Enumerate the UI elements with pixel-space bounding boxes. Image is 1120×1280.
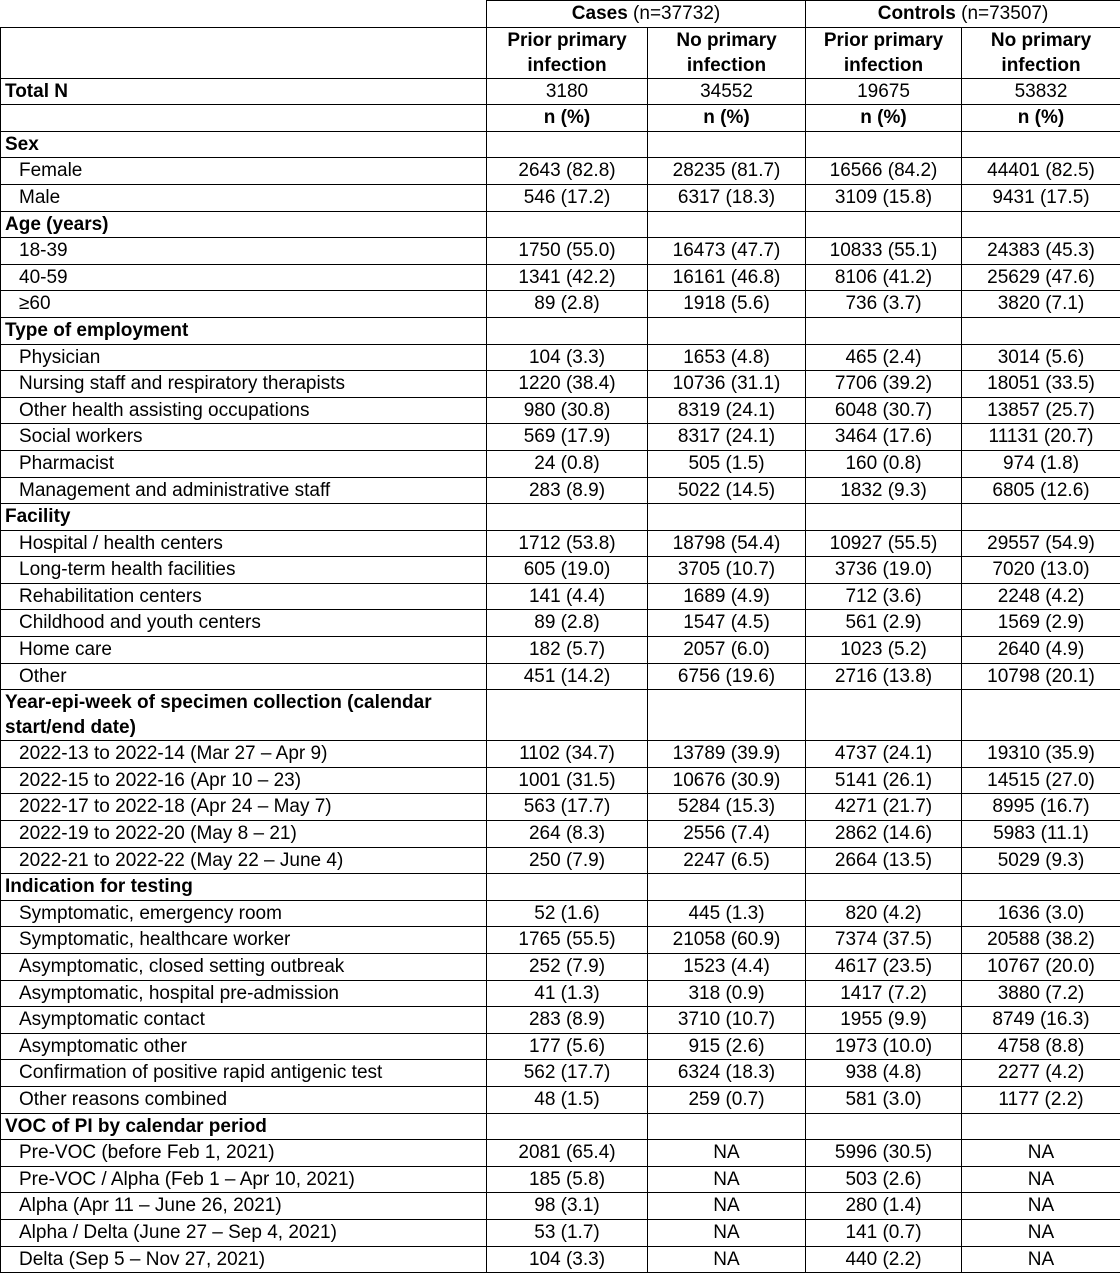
total-value: 3180 — [487, 78, 648, 105]
section-empty-cell — [962, 504, 1120, 531]
table-row — [1, 371, 1120, 398]
row-label: 2022-15 to 2022-16 (Apr 10 – 23) — [1, 767, 487, 794]
table-row — [1, 900, 1120, 927]
section-empty-cell — [648, 874, 806, 901]
cases-header: Cases (n=37732) — [487, 1, 806, 28]
section-empty-cell — [487, 1113, 648, 1140]
table-cell: 10798 (20.1) — [962, 663, 1120, 690]
table-row — [1, 1246, 1120, 1273]
table-cell: 1712 (53.8) — [487, 530, 648, 557]
table-cell: 5029 (9.3) — [962, 847, 1120, 874]
table-cell: 280 (1.4) — [806, 1193, 962, 1220]
subheader-controls-none: No primary infection — [962, 27, 1120, 78]
table-cell: 2556 (7.4) — [648, 821, 806, 848]
table-cell: 28235 (81.7) — [648, 158, 806, 185]
subheader-cases-prior: Prior primary infection — [487, 27, 648, 78]
table-cell: 141 (0.7) — [806, 1219, 962, 1246]
unit-blank — [1, 105, 487, 132]
table-cell: 20588 (38.2) — [962, 927, 1120, 954]
corner-cell — [1, 1, 487, 28]
row-label: Social workers — [1, 424, 487, 451]
row-label: Nursing staff and respiratory therapists — [1, 371, 487, 398]
row-label: Other health assisting occupations — [1, 397, 487, 424]
table-cell: 712 (3.6) — [806, 583, 962, 610]
table-cell: 3464 (17.6) — [806, 424, 962, 451]
row-label: 18-39 — [1, 238, 487, 265]
table-cell: 10927 (55.5) — [806, 530, 962, 557]
section-title: Facility — [1, 504, 487, 531]
section-row — [1, 690, 1120, 741]
table-cell: NA — [648, 1193, 806, 1220]
row-label: Male — [1, 184, 487, 211]
row-label: Pre-VOC / Alpha (Feb 1 – Apr 10, 2021) — [1, 1166, 487, 1193]
table-cell: 89 (2.8) — [487, 291, 648, 318]
row-label: Alpha (Apr 11 – June 26, 2021) — [1, 1193, 487, 1220]
table-cell: 10676 (30.9) — [648, 767, 806, 794]
row-label: 2022-19 to 2022-20 (May 8 – 21) — [1, 821, 487, 848]
table-cell: 3014 (5.6) — [962, 344, 1120, 371]
table-cell: 16566 (84.2) — [806, 158, 962, 185]
section-row — [1, 317, 1120, 344]
table-row — [1, 264, 1120, 291]
table-cell: 1765 (55.5) — [487, 927, 648, 954]
table-cell: 21058 (60.9) — [648, 927, 806, 954]
table-cell: 19310 (35.9) — [962, 741, 1120, 768]
table-cell: 1102 (34.7) — [487, 741, 648, 768]
row-label: Confirmation of positive rapid antigenic test — [1, 1060, 487, 1087]
section-empty-cell — [962, 211, 1120, 238]
table-cell: 2247 (6.5) — [648, 847, 806, 874]
table-cell: 318 (0.9) — [648, 980, 806, 1007]
table-row — [1, 741, 1120, 768]
table-row — [1, 450, 1120, 477]
table-cell: NA — [962, 1140, 1120, 1167]
table-cell: 2248 (4.2) — [962, 583, 1120, 610]
table-cell: NA — [962, 1219, 1120, 1246]
table-cell: 4617 (23.5) — [806, 954, 962, 981]
table-cell: 3820 (7.1) — [962, 291, 1120, 318]
table-cell: 8317 (24.1) — [648, 424, 806, 451]
table-cell: 1547 (4.5) — [648, 610, 806, 637]
table-cell: 283 (8.9) — [487, 477, 648, 504]
table-cell: 546 (17.2) — [487, 184, 648, 211]
unit-label: n (%) — [648, 105, 806, 132]
header-sub-row — [1, 27, 1120, 78]
table-cell: 440 (2.2) — [806, 1246, 962, 1273]
table-cell: 182 (5.7) — [487, 637, 648, 664]
section-empty-cell — [962, 1113, 1120, 1140]
table-cell: NA — [962, 1166, 1120, 1193]
section-row — [1, 874, 1120, 901]
table-cell: 252 (7.9) — [487, 954, 648, 981]
table-cell: 465 (2.4) — [806, 344, 962, 371]
table-cell: 104 (3.3) — [487, 1246, 648, 1273]
table-row — [1, 980, 1120, 1007]
table-cell: 7706 (39.2) — [806, 371, 962, 398]
table-cell: 259 (0.7) — [648, 1086, 806, 1113]
section-empty-cell — [487, 211, 648, 238]
table-cell: 5141 (26.1) — [806, 767, 962, 794]
table-cell: 2664 (13.5) — [806, 847, 962, 874]
table-cell: 980 (30.8) — [487, 397, 648, 424]
table-row — [1, 663, 1120, 690]
table-cell: 3705 (10.7) — [648, 557, 806, 584]
row-label: Symptomatic, emergency room — [1, 900, 487, 927]
table-row — [1, 238, 1120, 265]
section-empty-cell — [648, 1113, 806, 1140]
table-row — [1, 291, 1120, 318]
row-label: Asymptomatic, hospital pre-admission — [1, 980, 487, 1007]
table-cell: 7020 (13.0) — [962, 557, 1120, 584]
table-row — [1, 1033, 1120, 1060]
table-cell: 1832 (9.3) — [806, 477, 962, 504]
row-label: Home care — [1, 637, 487, 664]
table-cell: 250 (7.9) — [487, 847, 648, 874]
row-label: Asymptomatic contact — [1, 1007, 487, 1034]
table-cell: 3710 (10.7) — [648, 1007, 806, 1034]
table-row — [1, 557, 1120, 584]
table-cell: 53 (1.7) — [487, 1219, 648, 1246]
table-row — [1, 1219, 1120, 1246]
section-empty-cell — [806, 211, 962, 238]
table-cell: 8106 (41.2) — [806, 264, 962, 291]
table-cell: NA — [648, 1219, 806, 1246]
table-row — [1, 1140, 1120, 1167]
unit-label: n (%) — [487, 105, 648, 132]
unit-label: n (%) — [962, 105, 1120, 132]
row-label: 2022-13 to 2022-14 (Mar 27 – Apr 9) — [1, 741, 487, 768]
table-row — [1, 637, 1120, 664]
total-row — [1, 78, 1120, 105]
row-label: Female — [1, 158, 487, 185]
table-row — [1, 821, 1120, 848]
row-label: Other — [1, 663, 487, 690]
table-cell: 24383 (45.3) — [962, 238, 1120, 265]
table-cell: NA — [648, 1246, 806, 1273]
table-cell: 3880 (7.2) — [962, 980, 1120, 1007]
table-cell: 2862 (14.6) — [806, 821, 962, 848]
table-cell: 820 (4.2) — [806, 900, 962, 927]
section-title: Indication for testing — [1, 874, 487, 901]
total-value: 19675 — [806, 78, 962, 105]
table-cell: 25629 (47.6) — [962, 264, 1120, 291]
table-cell: 2643 (82.8) — [487, 158, 648, 185]
table-cell: 3736 (19.0) — [806, 557, 962, 584]
table-row — [1, 397, 1120, 424]
table-cell: 1023 (5.2) — [806, 637, 962, 664]
table-cell: 5983 (11.1) — [962, 821, 1120, 848]
section-empty-cell — [648, 131, 806, 158]
table-cell: 1955 (9.9) — [806, 1007, 962, 1034]
section-title: Year-epi-week of specimen collection (calendar start/end date) — [1, 690, 487, 741]
subheader-controls-prior: Prior primary infection — [806, 27, 962, 78]
table-cell: 18798 (54.4) — [648, 530, 806, 557]
table-cell: 44401 (82.5) — [962, 158, 1120, 185]
table-cell: 1689 (4.9) — [648, 583, 806, 610]
section-empty-cell — [806, 1113, 962, 1140]
table-cell: 10767 (20.0) — [962, 954, 1120, 981]
table-cell: 13789 (39.9) — [648, 741, 806, 768]
table-cell: 1973 (10.0) — [806, 1033, 962, 1060]
table-cell: 562 (17.7) — [487, 1060, 648, 1087]
section-empty-cell — [487, 874, 648, 901]
table-cell: 6756 (19.6) — [648, 663, 806, 690]
table-cell: 13857 (25.7) — [962, 397, 1120, 424]
row-label: Asymptomatic other — [1, 1033, 487, 1060]
table-cell: 10833 (55.1) — [806, 238, 962, 265]
table-cell: 938 (4.8) — [806, 1060, 962, 1087]
table-cell: 14515 (27.0) — [962, 767, 1120, 794]
header-sub-blank — [1, 27, 487, 78]
table-cell: 505 (1.5) — [648, 450, 806, 477]
table-cell: 569 (17.9) — [487, 424, 648, 451]
table-row — [1, 1193, 1120, 1220]
row-label: 2022-17 to 2022-18 (Apr 24 – May 7) — [1, 794, 487, 821]
table-row — [1, 184, 1120, 211]
section-row — [1, 211, 1120, 238]
table-row — [1, 158, 1120, 185]
table-cell: 9431 (17.5) — [962, 184, 1120, 211]
section-row — [1, 131, 1120, 158]
table-row — [1, 1166, 1120, 1193]
table-cell: NA — [962, 1193, 1120, 1220]
table-cell: 1341 (42.2) — [487, 264, 648, 291]
table-cell: 41 (1.3) — [487, 980, 648, 1007]
section-title: Sex — [1, 131, 487, 158]
row-label: Rehabilitation centers — [1, 583, 487, 610]
table-row — [1, 530, 1120, 557]
unit-label: n (%) — [806, 105, 962, 132]
table-cell: 89 (2.8) — [487, 610, 648, 637]
table-cell: 1918 (5.6) — [648, 291, 806, 318]
table-cell: 3109 (15.8) — [806, 184, 962, 211]
controls-header: Controls (n=73507) — [806, 1, 1120, 28]
row-label: Long-term health facilities — [1, 557, 487, 584]
table-row — [1, 344, 1120, 371]
table-cell: 1636 (3.0) — [962, 900, 1120, 927]
row-label: 2022-21 to 2022-22 (May 22 – June 4) — [1, 847, 487, 874]
table-cell: 6317 (18.3) — [648, 184, 806, 211]
section-empty-cell — [648, 504, 806, 531]
row-label: Physician — [1, 344, 487, 371]
table-cell: 2057 (6.0) — [648, 637, 806, 664]
section-row — [1, 504, 1120, 531]
table-cell: 2277 (4.2) — [962, 1060, 1120, 1087]
table-cell: 1653 (4.8) — [648, 344, 806, 371]
table-cell: 98 (3.1) — [487, 1193, 648, 1220]
section-title: Type of employment — [1, 317, 487, 344]
table-cell: 5996 (30.5) — [806, 1140, 962, 1167]
table-cell: 1220 (38.4) — [487, 371, 648, 398]
row-label: Pre-VOC (before Feb 1, 2021) — [1, 1140, 487, 1167]
table-cell: 1523 (4.4) — [648, 954, 806, 981]
table-cell: 8749 (16.3) — [962, 1007, 1120, 1034]
table-cell: 1417 (7.2) — [806, 980, 962, 1007]
table-cell: 5284 (15.3) — [648, 794, 806, 821]
table-row — [1, 954, 1120, 981]
section-empty-cell — [962, 690, 1120, 741]
table-cell: 915 (2.6) — [648, 1033, 806, 1060]
unit-row — [1, 105, 1120, 132]
table-row — [1, 767, 1120, 794]
table-cell: 445 (1.3) — [648, 900, 806, 927]
row-label: Childhood and youth centers — [1, 610, 487, 637]
table-cell: 6805 (12.6) — [962, 477, 1120, 504]
table-row — [1, 1086, 1120, 1113]
section-empty-cell — [806, 690, 962, 741]
table-cell: 1569 (2.9) — [962, 610, 1120, 637]
section-empty-cell — [648, 317, 806, 344]
section-empty-cell — [487, 131, 648, 158]
table-cell: 18051 (33.5) — [962, 371, 1120, 398]
table-cell: 2716 (13.8) — [806, 663, 962, 690]
table-cell: 177 (5.6) — [487, 1033, 648, 1060]
section-empty-cell — [487, 690, 648, 741]
table-cell: 185 (5.8) — [487, 1166, 648, 1193]
table-cell: 605 (19.0) — [487, 557, 648, 584]
table-cell: 563 (17.7) — [487, 794, 648, 821]
table-row — [1, 477, 1120, 504]
table-cell: 8995 (16.7) — [962, 794, 1120, 821]
table-row — [1, 1007, 1120, 1034]
table-cell: 8319 (24.1) — [648, 397, 806, 424]
table-cell: 4758 (8.8) — [962, 1033, 1120, 1060]
section-empty-cell — [806, 504, 962, 531]
table-cell: 1001 (31.5) — [487, 767, 648, 794]
table-cell: 16473 (47.7) — [648, 238, 806, 265]
section-row — [1, 1113, 1120, 1140]
section-empty-cell — [487, 504, 648, 531]
total-value: 53832 — [962, 78, 1120, 105]
table-row — [1, 794, 1120, 821]
table-cell: 451 (14.2) — [487, 663, 648, 690]
table-row — [1, 1060, 1120, 1087]
table-cell: 11131 (20.7) — [962, 424, 1120, 451]
header-group-row — [1, 1, 1120, 28]
table-row — [1, 927, 1120, 954]
table-row — [1, 847, 1120, 874]
table-cell: 10736 (31.1) — [648, 371, 806, 398]
section-empty-cell — [806, 317, 962, 344]
section-title: Age (years) — [1, 211, 487, 238]
table-cell: NA — [962, 1246, 1120, 1273]
section-title: VOC of PI by calendar period — [1, 1113, 487, 1140]
table-cell: 503 (2.6) — [806, 1166, 962, 1193]
row-label: 40-59 — [1, 264, 487, 291]
row-label: Asymptomatic, closed setting outbreak — [1, 954, 487, 981]
total-value: 34552 — [648, 78, 806, 105]
row-label: Symptomatic, healthcare worker — [1, 927, 487, 954]
table-cell: 4271 (21.7) — [806, 794, 962, 821]
table-cell: 24 (0.8) — [487, 450, 648, 477]
table-cell: 160 (0.8) — [806, 450, 962, 477]
table-cell: 48 (1.5) — [487, 1086, 648, 1113]
section-empty-cell — [648, 690, 806, 741]
row-label: Hospital / health centers — [1, 530, 487, 557]
section-empty-cell — [962, 874, 1120, 901]
table-cell: 1177 (2.2) — [962, 1086, 1120, 1113]
table-cell: 2081 (65.4) — [487, 1140, 648, 1167]
table-cell: 581 (3.0) — [806, 1086, 962, 1113]
section-empty-cell — [806, 874, 962, 901]
table-row — [1, 583, 1120, 610]
table-cell: 736 (3.7) — [806, 291, 962, 318]
row-label: Other reasons combined — [1, 1086, 487, 1113]
row-label: Management and administrative staff — [1, 477, 487, 504]
table-row — [1, 610, 1120, 637]
table-cell: 16161 (46.8) — [648, 264, 806, 291]
table-cell: 974 (1.8) — [962, 450, 1120, 477]
table-cell: 6324 (18.3) — [648, 1060, 806, 1087]
table-cell: 5022 (14.5) — [648, 477, 806, 504]
table-cell: 6048 (30.7) — [806, 397, 962, 424]
table-row — [1, 424, 1120, 451]
section-empty-cell — [487, 317, 648, 344]
table-cell: NA — [648, 1140, 806, 1167]
table-cell: NA — [648, 1166, 806, 1193]
table-cell: 52 (1.6) — [487, 900, 648, 927]
total-label: Total N — [1, 78, 487, 105]
row-label: Delta (Sep 5 – Nov 27, 2021) — [1, 1246, 487, 1273]
table-cell: 141 (4.4) — [487, 583, 648, 610]
table-cell: 283 (8.9) — [487, 1007, 648, 1034]
section-empty-cell — [648, 211, 806, 238]
table-cell: 264 (8.3) — [487, 821, 648, 848]
row-label: Pharmacist — [1, 450, 487, 477]
section-empty-cell — [962, 317, 1120, 344]
table-cell: 4737 (24.1) — [806, 741, 962, 768]
section-empty-cell — [806, 131, 962, 158]
row-label: Alpha / Delta (June 27 – Sep 4, 2021) — [1, 1219, 487, 1246]
table-cell: 1750 (55.0) — [487, 238, 648, 265]
table-cell: 104 (3.3) — [487, 344, 648, 371]
section-empty-cell — [962, 131, 1120, 158]
table-cell: 561 (2.9) — [806, 610, 962, 637]
subheader-cases-none: No primary infection — [648, 27, 806, 78]
table-cell: 2640 (4.9) — [962, 637, 1120, 664]
table-cell: 29557 (54.9) — [962, 530, 1120, 557]
row-label: ≥60 — [1, 291, 487, 318]
table-cell: 7374 (37.5) — [806, 927, 962, 954]
